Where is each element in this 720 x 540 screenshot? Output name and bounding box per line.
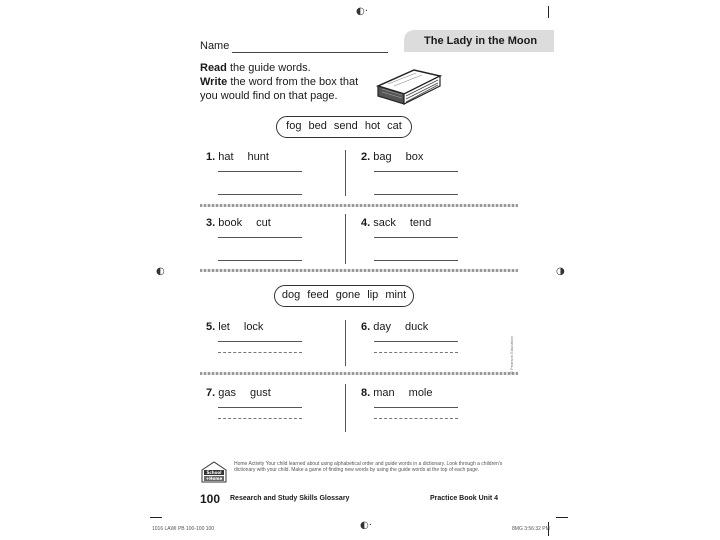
column-divider	[345, 384, 346, 432]
column-divider	[345, 214, 346, 264]
answer-line[interactable]	[374, 194, 458, 195]
answer-line[interactable]	[374, 407, 458, 408]
answer-line[interactable]	[374, 237, 458, 238]
instructions	[200, 61, 358, 103]
answer-line[interactable]	[218, 418, 302, 419]
registration-mark-icon: ◑	[556, 266, 565, 277]
instruction-text: the guide words.	[226, 62, 311, 74]
instruction-text: the word from the box that	[227, 76, 359, 88]
item-number: 8.	[361, 387, 371, 399]
guide-words-item	[206, 151, 269, 163]
guide-words-item	[361, 217, 431, 229]
guide-word-last: mole	[408, 387, 433, 399]
guide-words-item	[206, 387, 271, 399]
answer-line[interactable]	[218, 194, 302, 195]
guide-word-last: cut	[256, 217, 271, 229]
print-slug: 1016 LAWI PB 100-100 100	[152, 526, 215, 532]
guide-word-first: man	[373, 387, 395, 399]
registration-mark-icon: ◐	[156, 266, 165, 277]
item-number: 7.	[206, 387, 216, 399]
item-number: 1.	[206, 151, 216, 163]
guide-word-last: box	[405, 151, 424, 163]
instruction-text: you would find on that page.	[200, 90, 338, 102]
footer-book: Practice Book Unit 4	[430, 495, 499, 502]
column-divider	[345, 320, 346, 366]
row-separator	[200, 269, 518, 272]
guide-word-first: hat	[218, 151, 234, 163]
school-home-logo-icon	[200, 460, 228, 484]
guide-word-last: hunt	[247, 151, 269, 163]
home-activity-note: Home Activity Your child learned about using alphabetical order and guide words in a dictionary. Look through a children's dictionary with your child. Make a game of finding new words by using the guide words at the top of each page.	[234, 461, 503, 473]
guide-word-last: tend	[409, 217, 432, 229]
word-box: fog bed send hot cat	[276, 116, 412, 138]
guide-word-first: sack	[373, 217, 396, 229]
answer-line[interactable]	[218, 171, 302, 172]
crop-mark	[548, 6, 549, 18]
story-title: The Lady in the Moon	[404, 30, 554, 52]
item-number: 6.	[361, 321, 371, 333]
guide-word-last: duck	[405, 321, 429, 333]
instruction-write: Write	[200, 76, 228, 88]
column-divider	[345, 150, 346, 196]
row-separator	[200, 372, 518, 375]
item-number: 5.	[206, 321, 216, 333]
registration-mark-icon: ◐·	[356, 6, 368, 17]
item-number: 4.	[361, 217, 371, 229]
guide-words-item	[206, 321, 263, 333]
answer-line[interactable]	[218, 237, 302, 238]
item-number: 2.	[361, 151, 371, 163]
dictionary-book-icon	[374, 62, 444, 106]
answer-line[interactable]	[218, 352, 302, 353]
guide-word-first: bag	[373, 151, 392, 163]
registration-mark-icon: ◐·	[360, 520, 372, 531]
answer-line[interactable]	[374, 260, 458, 261]
row-separator	[200, 204, 518, 207]
svg-text:+Home: +Home	[205, 476, 223, 481]
guide-words-item	[361, 387, 433, 399]
answer-line[interactable]	[374, 352, 458, 353]
instruction-read: Read	[200, 62, 227, 74]
item-number: 3.	[206, 217, 216, 229]
guide-word-first: day	[373, 321, 391, 333]
crop-mark	[556, 517, 568, 518]
word-box: dog feed gone lip mint	[274, 285, 414, 307]
guide-word-last: lock	[243, 321, 264, 333]
name-field[interactable]	[232, 52, 388, 53]
guide-words-item	[361, 151, 423, 163]
name-label: Name	[200, 40, 230, 52]
answer-line[interactable]	[218, 341, 302, 342]
svg-text:School: School	[206, 470, 222, 475]
crop-mark	[150, 517, 162, 518]
guide-word-first: book	[218, 217, 243, 229]
guide-words-item	[206, 217, 271, 229]
print-slug: 8MG 3:56:32 PM	[512, 526, 550, 532]
copyright: © Pearson Education	[509, 336, 514, 374]
guide-word-first: let	[218, 321, 230, 333]
page-number: 100	[200, 492, 221, 506]
footer-section: Research and Study Skills Glossary	[230, 495, 350, 502]
answer-line[interactable]	[374, 171, 458, 172]
answer-line[interactable]	[374, 341, 458, 342]
guide-word-last: gust	[250, 387, 271, 399]
guide-word-first: gas	[218, 387, 236, 399]
answer-line[interactable]	[218, 260, 302, 261]
answer-line[interactable]	[218, 407, 302, 408]
answer-line[interactable]	[374, 418, 458, 419]
guide-words-item	[361, 321, 428, 333]
